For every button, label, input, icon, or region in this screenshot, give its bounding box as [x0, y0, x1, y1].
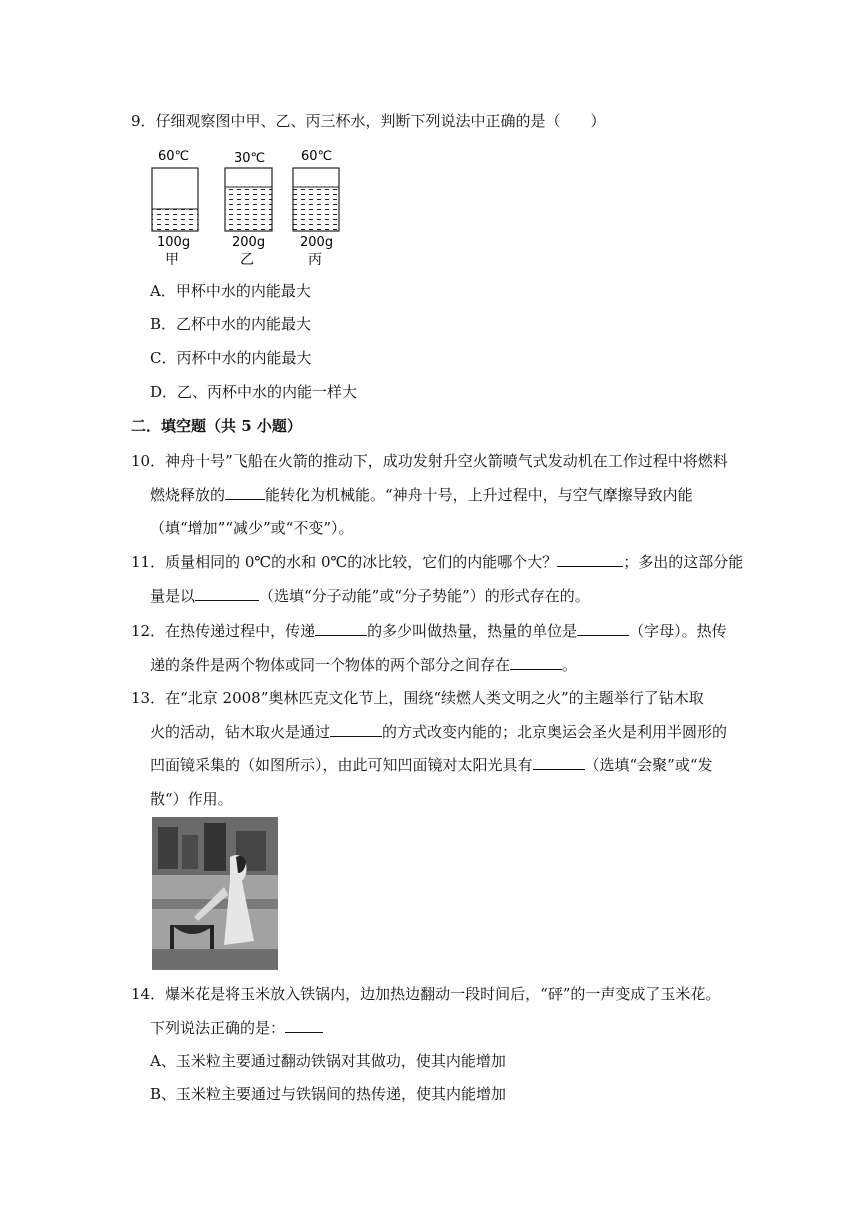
cup-bing-mass: 200g [300, 235, 334, 250]
q10-text-a: 燃烧释放的 [150, 486, 226, 504]
olympic-flame-photo [152, 817, 278, 970]
q14-option-a: A、玉米粒主要通过翻动铁锅对其做功，使其内能增加 [150, 1052, 506, 1070]
q13-text-b: 的方式改变内能的；北京奥运会圣火是利用半圆形的 [382, 723, 728, 741]
q10-line3: （填“增加”“减少”或“不变”）。 [150, 519, 354, 537]
q13-line2 [150, 722, 727, 742]
cup-yi [225, 151, 272, 268]
cup-bing [293, 149, 339, 268]
q12-text-e: 。 [562, 656, 578, 674]
q11-text-c: 量是以 [150, 587, 196, 605]
cup-jia [152, 149, 198, 268]
cup-jia-mass: 100g [157, 235, 191, 250]
q11-line1 [131, 552, 743, 572]
cup-jia-temp: 60℃ [158, 149, 190, 164]
q14-text-a: 下列说法正确的是： [150, 1019, 286, 1037]
q9-option-b: B．乙杯中水的内能最大 [150, 315, 312, 333]
q12-text-c: （字母）。热传 [629, 622, 727, 640]
q11-blank-1[interactable] [557, 552, 623, 567]
q9-beaker-figure [148, 142, 348, 272]
q9-stem: 9．仔细观察图中甲、乙、丙三杯水，判断下列说法中正确的是（ ） [131, 112, 606, 130]
cup-yi-label: 乙 [240, 252, 254, 268]
q13-line4: 散“）作用。 [150, 790, 233, 808]
q14-blank-1[interactable] [285, 1018, 323, 1033]
q9-option-a: A．甲杯中水的内能最大 [150, 282, 311, 300]
q11-text-a: 11．质量相同的 0℃的水和 0℃的冰比较，它们的内能哪个大？ [131, 553, 558, 571]
q11-text-d: （选填“分子动能”或“分子势能”）的形式存在的。 [259, 587, 590, 605]
q10-blank-1[interactable] [225, 485, 265, 500]
cup-bing-label: 丙 [308, 252, 322, 268]
q9-option-c: C．丙杯中水的内能最大 [150, 349, 312, 367]
q10-line2 [150, 485, 693, 505]
q13-text-d: （选填“会聚”或“发 [584, 756, 713, 774]
cup-yi-mass: 200g [232, 235, 266, 250]
q14-line1: 14．爆米花是将玉米放入铁锅内，边加热边翻动一段时间后，“砰”的一声变成了玉米花。 [131, 985, 721, 1003]
q12-blank-2[interactable] [577, 621, 629, 636]
q13-text-a: 火的活动，钻木取火是通过 [150, 723, 331, 741]
cup-bing-temp: 60℃ [301, 149, 333, 164]
q13-line3 [150, 755, 713, 775]
q13-blank-2[interactable] [533, 755, 585, 770]
q14-option-b: B、玉米粒主要通过与铁锅间的热传递，使其内能增加 [150, 1085, 507, 1103]
q13-text-c: 凹面镜采集的（如图所示），由此可知凹面镜对太阳光具有 [150, 756, 533, 774]
q12-text-a: 12．在热传递过程中，传递 [131, 622, 316, 640]
q12-line1 [131, 621, 727, 641]
section-heading: 二．填空题（共 5 小题） [131, 417, 302, 435]
cup-jia-label: 甲 [165, 252, 179, 268]
q14-line2 [150, 1018, 323, 1038]
cup-yi-temp: 30℃ [234, 151, 266, 166]
q12-line2 [150, 655, 577, 675]
q10-line1: 10．神舟十号”飞船在火箭的推动下，成功发射升空火箭喷气式发动机在工作过程中将燃料 [131, 452, 728, 470]
q12-text-d: 递的条件是两个物体或同一个物体的两个部分之间存在 [150, 656, 511, 674]
q11-blank-2[interactable] [195, 586, 259, 601]
q12-blank-1[interactable] [315, 621, 367, 636]
q9-option-d: D．乙、丙杯中水的内能一样大 [150, 383, 358, 401]
q13-line1: 13．在“北京 2008”奥林匹克文化节上，围绕“续燃人类文明之火”的主题举行了钻木取 [131, 689, 704, 707]
q11-text-b: ；多出的这部分能 [623, 553, 744, 571]
q13-blank-1[interactable] [330, 722, 382, 737]
q11-line2 [150, 586, 590, 606]
q12-text-b: 的多少叫做热量，热量的单位是 [367, 622, 578, 640]
q12-blank-3[interactable] [510, 655, 562, 670]
q10-text-b: 能转化为机械能。“神舟十号，上升过程中，与空气摩擦导致内能 [265, 486, 693, 504]
